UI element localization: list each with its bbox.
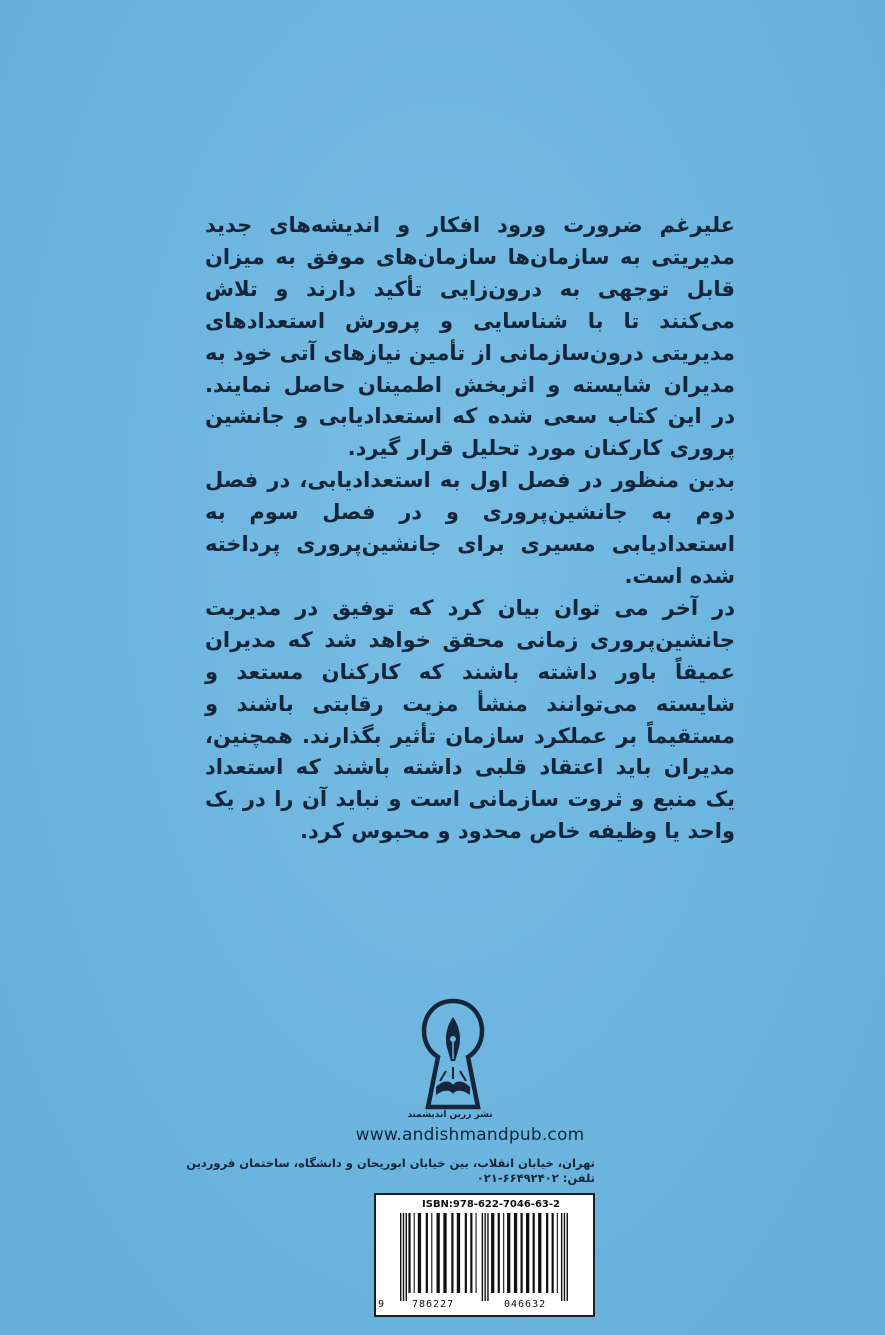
publisher-address: تهران، خیابان انقلاب، بین خیابان ابوریحان و دانشگاه، ساختمان فروردین <box>186 1156 595 1170</box>
publisher-logo-caption: نشر زرین اندیشمند <box>407 1110 493 1120</box>
barcode-bar <box>503 1213 504 1293</box>
barcode-bar <box>482 1213 483 1301</box>
publisher-phone: تلفن: ۶۶۴۹۲۴۰۲-۰۲۱ <box>476 1171 595 1185</box>
barcode-left-group: 786227 <box>412 1299 455 1310</box>
barcode-bar <box>561 1213 562 1301</box>
barcode-bar <box>443 1213 446 1293</box>
barcode-bar <box>418 1213 421 1293</box>
barcode-bar <box>414 1213 415 1293</box>
barcode-bar <box>533 1213 535 1293</box>
barcode-bar <box>538 1213 541 1293</box>
barcode-bar <box>491 1213 494 1293</box>
isbn-barcode <box>374 1193 595 1317</box>
barcode-bar <box>451 1213 453 1293</box>
barcode-right-group: 046632 <box>504 1299 547 1310</box>
barcode-bar <box>487 1213 488 1301</box>
blurb-paragraph-3: در آخر می توان بیان کرد که توفیق در مدیریت جانشین‌پروری زمانی محقق خواهد شد که مدیران عمیقاً باور داشته باشند که کارکنان مستعد و شایسته می‌توانند منشأ مزیت رقابتی باشند و مستقیماً بر عملکرد سازمان تأثیر بگذارند. همچنین، مدیران باید اعتقاد قلبی داشته باشند که استعداد یک منبع و ثروت سازمانی است و نباید آن را در یک واحد یا وظیفه خاص محدود و محبوس کرد. <box>205 595 735 844</box>
barcode-bar <box>426 1213 428 1293</box>
blurb-paragraph-2: بدین منظور در فصل اول به استعدادیابی، در فصل دوم به جانشین‌پروری و در فصل سوم به استعدادیابی مسیری برای جانشین‌پروری پرداخته شده است. <box>205 468 735 588</box>
barcode-bar <box>465 1213 467 1293</box>
barcode-bar <box>552 1213 554 1293</box>
barcode-bar <box>498 1213 500 1293</box>
keyhole-pen-nib-icon <box>418 995 488 1125</box>
barcode-bar <box>546 1213 548 1293</box>
isbn-label: ISBN:978-622-7046-63-2 <box>422 1199 560 1210</box>
barcode-bar <box>431 1213 432 1293</box>
barcode-lead-digit: 9 <box>378 1299 385 1310</box>
barcode-bar <box>484 1213 485 1301</box>
barcode-bar <box>457 1213 460 1293</box>
publisher-website: www.andishmandpub.com <box>355 1125 585 1145</box>
barcode-bar <box>437 1213 440 1293</box>
barcode-bar <box>406 1213 407 1301</box>
barcode-bar <box>567 1213 568 1301</box>
barcode-bar <box>557 1213 558 1293</box>
blurb-text <box>205 210 735 848</box>
blurb-paragraph-1: علیرغم ضرورت ورود افکار و اندیشه‌های جدید مدیریتی به سازمان‌ها سازمان‌های موفق به میزان قابل توجهی به درون‌زایی تأکید دارند و تلاش می‌کنند تا با شناسایی و پرورش استعدادهای مدیریتی درون‌سازمانی از تأمین نیازهای آتی خود به مدیران شایسته و اثربخش اطمینان حاصل نمایند. در این کتاب سعی شده که استعدادیابی و جانشین پروری کارکنان مورد تحلیل قرار گیرد. <box>205 213 735 461</box>
barcode-bar <box>507 1213 510 1293</box>
barcode-bar <box>476 1213 477 1293</box>
barcode-bar <box>403 1213 404 1301</box>
barcode-bar <box>408 1213 410 1293</box>
barcode-bar <box>514 1213 517 1293</box>
barcode-bar <box>470 1213 472 1293</box>
barcode-bar <box>521 1213 523 1293</box>
barcode-bar <box>526 1213 529 1293</box>
barcode-bars <box>386 1213 586 1303</box>
barcode-bar <box>400 1213 401 1301</box>
barcode-bar <box>564 1213 565 1301</box>
